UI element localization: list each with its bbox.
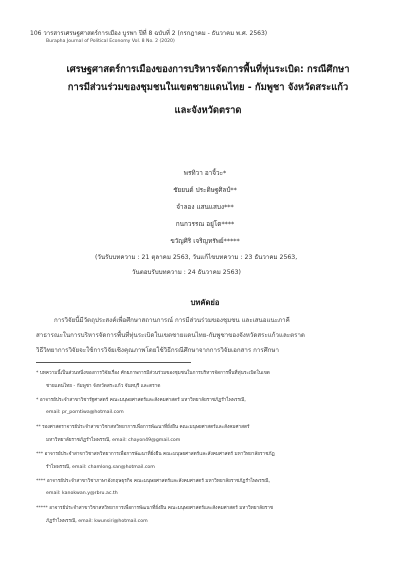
footnote-line: รำไพพรรณี, email: chamlong.san@hotmail.com — [46, 465, 155, 470]
running-header-english: Burapha Journal of Political Economy Vol. 8 No. 2 (2020) — [46, 39, 175, 44]
footnote-line: **** อาจารย์ประจำสาขาวิชาภาษาอังกฤษธุรกิจ คณะมนุษยศาสตร์และสังคมศาสตร์ มหาวิทยาลัยราชภัฏรำไพพรรณี, — [36, 479, 271, 484]
footnote-line: ***** อาจารย์ประจำสาขาวิชาสหวิทยาการเพื่อการพัฒนาที่ยั่งยืน คณะมนุษยศาสตร์และสังคมศาสตร์ มหาวิทยาลัยราช — [36, 506, 274, 511]
abstract-heading: บทคัดย่อ — [190, 298, 220, 307]
footnote-line: * อาจารย์ประจำสาขาวิชารัฐศาสตร์ คณะมนุษยศาสตร์และสังคมศาสตร์ มหาวิทยาลัยราชภัฏรำไพพรรณี, — [36, 398, 246, 403]
author-name: กนกวรรณ อยู่โต**** — [175, 220, 235, 228]
footnote-line: email: pr_porntiwa@hotmail.com — [46, 410, 124, 415]
author-name: ชัยยนต์ ประดิษฐศิลป์** — [173, 186, 237, 194]
abstract-line: การวิจัยนี้มีวัตถุประสงค์เพื่อศึกษาสถานการณ์ การมีส่วนร่วมของชุมชน และเสนอแนะภาคี — [54, 317, 290, 324]
article-dates-line-1: (วันรับบทความ : 21 ตุลาคม 2563, วันแก้ไขบทความ : 23 ธันวาคม 2563, — [95, 254, 298, 261]
article-title-line-2: การมีส่วนร่วมของชุมชนในเขตชายแดนไทย - กัมพูชา จังหวัดสระแก้ว — [67, 82, 349, 93]
footnote-line: ภัฏรำไพพรรณี, email: kwunsiri@hotmail.com — [46, 519, 148, 524]
article-title-line-3: และจังหวัดตราด — [174, 105, 242, 116]
author-name: จำลอง แสนแสบง*** — [176, 203, 234, 211]
author-name: พรทิวา อาจิ้วะ* — [183, 169, 227, 177]
article-title-line-1: เศรษฐศาสตร์การเมืองของการบริหารจัดการพื้นที่ทุ่นระเบิด: กรณีศึกษา — [66, 64, 350, 75]
footnote-line: ** รองศาสตราจารย์ประจำสาขาวิชาสหวิทยาการเพื่อการพัฒนาที่ยั่งยืน คณะมนุษยศาสตร์และสังคมศาสตร์ — [36, 425, 250, 430]
abstract-line: สาธารณะในการบริหารจัดการพื้นที่ทุ่นระเบิดในเขตชายแดนไทย-กัมพูชาของจังหวัดสระแก้วและตราด — [36, 332, 305, 339]
footnote-line: มหาวิทยาลัยราชภัฏรำไพพรรณี, email: chayon49@gmail.com — [46, 438, 181, 443]
author-name: ขวัญศิริ เจริญทรัพย์***** — [170, 237, 240, 245]
running-header: 106 วารสารเศรษฐศาสตร์การเมือง บูรพา ปีที่ 8 ฉบับที่ 2 (กรกฎาคม - ธันวาคม พ.ศ. 2563) — [30, 30, 268, 37]
footnote-line: *** อาจารย์ประจำสาขาวิชาสหวิทยาการเพื่อการพัฒนาที่ยั่งยืน คณะมนุษยศาสตร์และสังคมศาสตร์ มหาวิทยาลัยราชภัฏ — [36, 452, 275, 457]
footnote-divider — [36, 362, 191, 363]
article-dates-line-2: วันตอบรับบทความ : 24 ธันวาคม 2563) — [132, 269, 241, 276]
footnote-line: ชายแดนไทย - กัมพูชา จังหวัดสระแก้ว จันทบุรี และตราด — [46, 384, 161, 389]
footnote-line: email: kanokwan.y@rbru.ac.th — [46, 491, 118, 496]
footnote-line: * บทความนี้เป็นส่วนหนึ่งของการวิจัยเรื่อง ศักยภาพการมีส่วนร่วมของชุมชนในการบริหารจัดการพื้นที่ทุ่นระเบิดในเขต — [36, 371, 270, 376]
abstract-line: วิธีวิทยาการวิจัยจะใช้การวิจัยเชิงคุณภาพโดยใช้วิธีกรณีศึกษาจากการวิจัยเอกสาร การศึกษา — [36, 347, 279, 354]
